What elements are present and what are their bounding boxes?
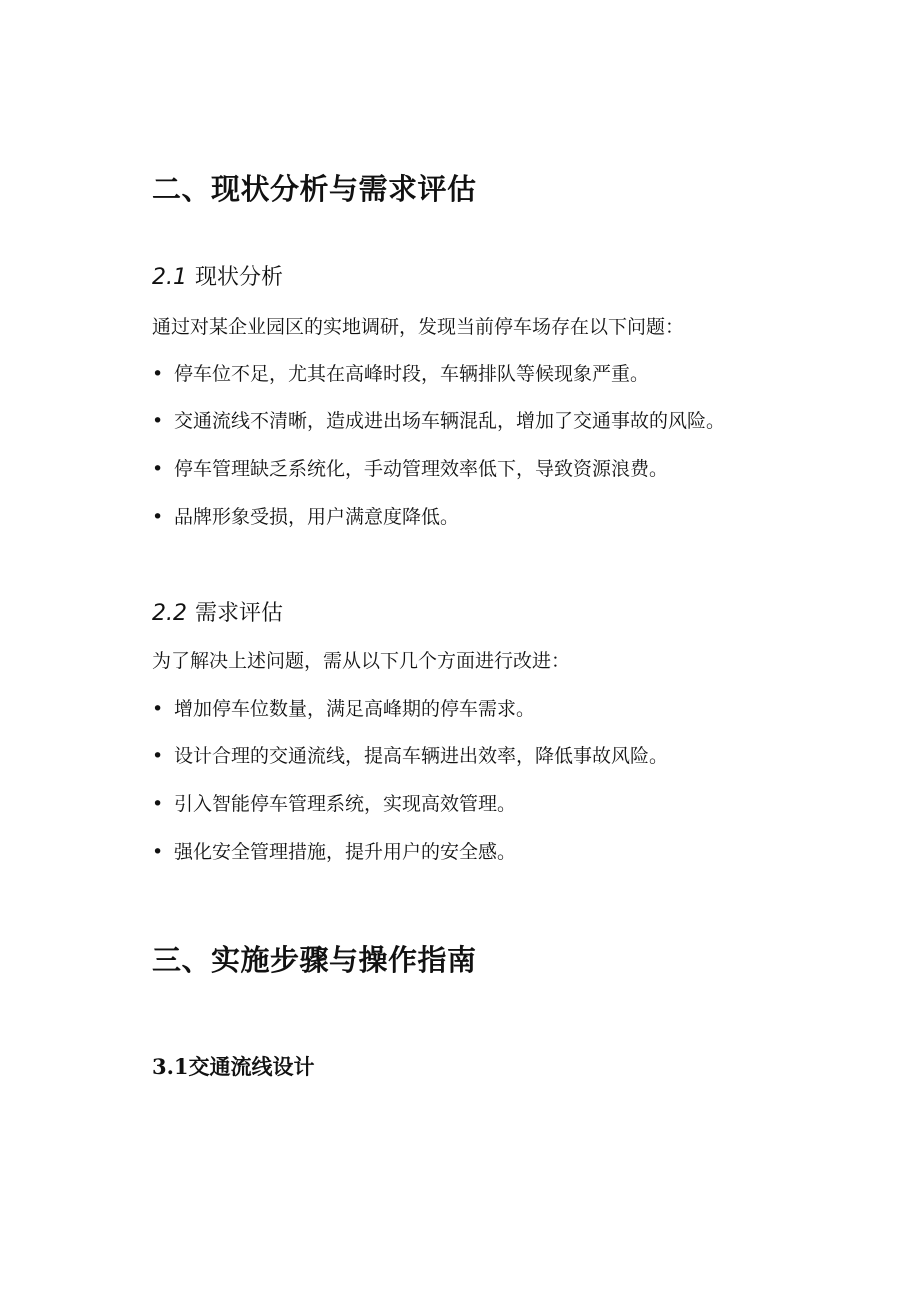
list-item-text: 品牌形象受损，用户满意度降低。: [174, 506, 460, 528]
subsection-number: 2.1: [152, 265, 187, 290]
list-item-text: 设计合理的交通流线，提高车辆进出效率，降低事故风险。: [174, 745, 669, 767]
list-item: [152, 412, 725, 431]
subsection-title: 交通流线设计: [188, 1054, 315, 1079]
section-heading: 三、实施步骤与操作指南: [152, 943, 477, 977]
bullet-marker: •: [152, 363, 164, 385]
list-item: [152, 700, 535, 719]
list-item: [152, 508, 459, 527]
subsection-title: 需求评估: [195, 601, 284, 626]
list-item: [152, 795, 516, 814]
bullet-marker: •: [152, 458, 164, 480]
subsection-heading: [152, 603, 283, 625]
subsection-number: 3.1: [152, 1054, 189, 1079]
bullet-marker: •: [152, 745, 164, 767]
paragraph: 通过对某企业园区的实地调研，发现当前停车场存在以下问题：: [152, 316, 685, 338]
paragraph: 为了解决上述问题，需从以下几个方面进行改进：: [152, 650, 571, 672]
bullet-marker: •: [152, 698, 164, 720]
list-item-text: 停车位不足，尤其在高峰时段，车辆排队等候现象严重。: [174, 363, 650, 385]
bullet-marker: •: [152, 793, 164, 815]
bullet-marker: •: [152, 506, 164, 528]
subsection-heading: [152, 1056, 315, 1077]
subsection-title: 现状分析: [195, 265, 284, 290]
list-item-text: 引入智能停车管理系统，实现高效管理。: [174, 793, 517, 815]
bullet-marker: •: [152, 410, 164, 432]
subsection-number: 2.2: [152, 601, 187, 626]
list-item: [152, 747, 668, 766]
list-item-text: 增加停车位数量，满足高峰期的停车需求。: [174, 698, 536, 720]
bullet-marker: •: [152, 841, 164, 863]
list-item-text: 强化安全管理措施，提升用户的安全感。: [174, 841, 517, 863]
section-heading: 二、现状分析与需求评估: [152, 172, 477, 206]
subsection-heading: [152, 267, 283, 289]
list-item: [152, 843, 516, 862]
list-item: [152, 365, 649, 384]
list-item-text: 停车管理缺乏系统化，手动管理效率低下，导致资源浪费。: [174, 458, 669, 480]
list-item: [152, 460, 668, 479]
list-item-text: 交通流线不清晰，造成进出场车辆混乱，增加了交通事故的风险。: [174, 410, 726, 432]
